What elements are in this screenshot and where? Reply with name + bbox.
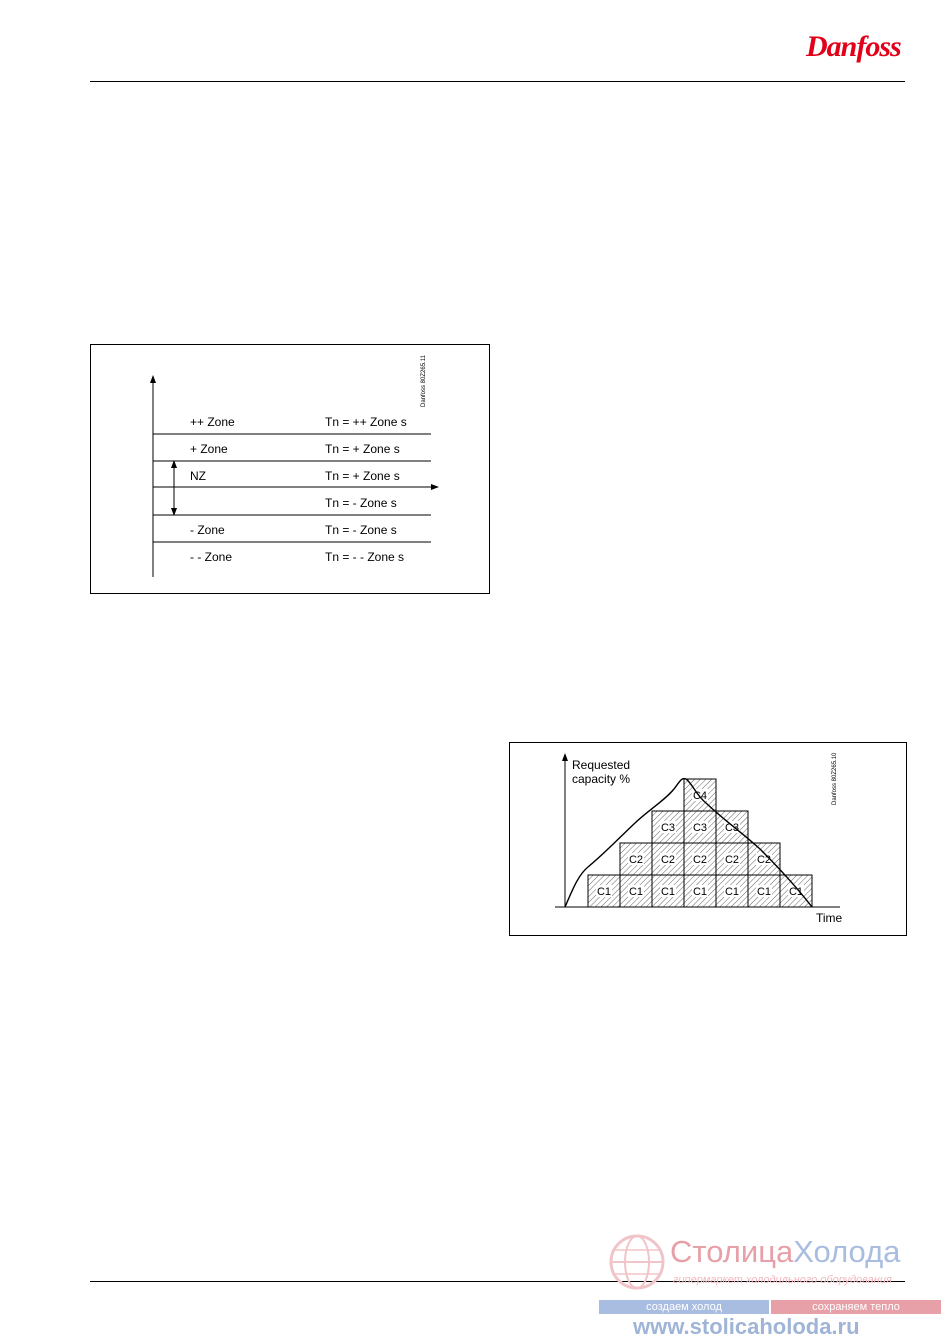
zone-formula: Tn = - - Zone s xyxy=(325,550,405,564)
watermark-band-left: создаем холод xyxy=(599,1300,769,1314)
zone-formula: Tn = ++ Zone s xyxy=(325,415,407,429)
capacity-cell-label: C1 xyxy=(756,886,772,898)
capacity-cell-label: C2 xyxy=(660,854,676,866)
y-axis-label-line2: capacity % xyxy=(572,772,631,786)
capacity-cell-label: C4 xyxy=(692,790,708,802)
capacity-cell-label: C2 xyxy=(724,854,740,866)
capacity-cell-label: C1 xyxy=(596,886,612,898)
watermark-band-right: сохраняем тепло xyxy=(771,1300,941,1314)
watermark xyxy=(595,1230,945,1344)
watermark-title-part2: Холода xyxy=(793,1234,901,1269)
watermark-title-part1: Столица xyxy=(670,1234,794,1269)
zone-diagram-lines xyxy=(91,345,489,593)
capacity-cell-label: C3 xyxy=(692,822,708,834)
y-axis-label-line1: Requested xyxy=(572,758,631,772)
x-axis-label: Time xyxy=(816,911,843,925)
capacity-diagram-graphic xyxy=(510,743,906,935)
capacity-cell-label: C1 xyxy=(628,886,644,898)
capacity-cell-label: C2 xyxy=(692,854,708,866)
zone-label: - - Zone xyxy=(190,550,233,564)
watermark-url: www.stolicaholoda.ru xyxy=(633,1314,860,1339)
capacity-diagram xyxy=(509,742,907,936)
zone-formula: Tn = - Zone s xyxy=(325,496,397,510)
zone-diagram xyxy=(90,344,490,594)
capacity-cell-label: C2 xyxy=(628,854,644,866)
zone-label: NZ xyxy=(190,469,206,483)
zone-label: + Zone xyxy=(190,442,228,456)
capacity-cell-label: C2 xyxy=(756,854,772,866)
zone-formula: Tn = - Zone s xyxy=(325,523,397,537)
globe-icon xyxy=(607,1232,667,1292)
capacity-cell-label: C1 xyxy=(692,886,708,898)
header-rule xyxy=(90,81,905,82)
zone-formula: Tn = + Zone s xyxy=(325,469,400,483)
capacity-cell-label: C3 xyxy=(660,822,676,834)
zone-label: ++ Zone xyxy=(190,415,235,429)
capacity-cell-label: C1 xyxy=(724,886,740,898)
figure-code: Danfoss 80Z265.10 xyxy=(832,752,838,805)
watermark-title xyxy=(670,1234,900,1270)
figure-code: Danfoss 80Z265.11 xyxy=(421,355,427,407)
zone-formula: Tn = + Zone s xyxy=(325,442,400,456)
zone-label: - Zone xyxy=(190,523,225,537)
capacity-cell-label: C3 xyxy=(724,822,740,834)
capacity-cell-label: C1 xyxy=(660,886,676,898)
capacity-cell-label: C1 xyxy=(788,886,804,898)
danfoss-logo: Danfoss xyxy=(806,30,901,63)
watermark-subtitle: гипермаркет холодильного оборудования xyxy=(673,1274,892,1286)
